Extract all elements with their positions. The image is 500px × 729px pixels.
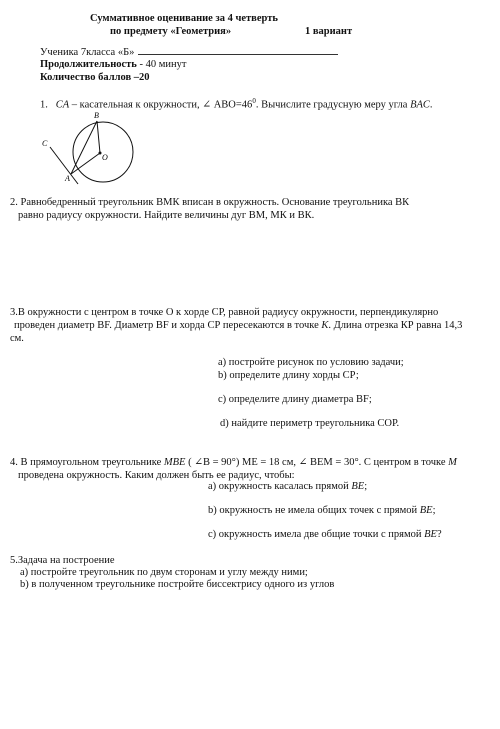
q1-tangent-ca — [50, 147, 78, 184]
q1-label-c: C — [42, 139, 48, 148]
q4-line-1a: 4. В прямоугольном треугольнике — [10, 457, 164, 468]
q1-label-o: O — [102, 153, 108, 162]
q4-item-c — [208, 528, 442, 541]
q4-point-m: M — [448, 457, 457, 468]
q4-item-a-end: ; — [364, 481, 368, 492]
q1-bac: BAC — [410, 99, 430, 111]
q1-label-b: B — [94, 111, 99, 120]
q3-item-b: b) определите длину хорды СР; — [218, 370, 359, 381]
q3-point-k: K — [321, 320, 329, 331]
q4-item-c-text: с) окружность имела две общие точки с прямой — [208, 529, 425, 540]
q4-item-a — [208, 480, 367, 493]
q1-text-b: – касательная к окружности, — [69, 99, 203, 111]
q4-item-a-line: ВЕ — [351, 481, 365, 492]
q1-number: 1. — [40, 99, 48, 111]
title-line-2: по предмету «Геометрия» — [110, 26, 232, 37]
q3-line-2a: проведен диаметр ВF. Диаметр ВF и хорда СР пересекаются в точке — [14, 320, 322, 331]
q5-item-a: а) постройте треугольник по двум сторонам и углу между ними; — [20, 567, 308, 578]
q4-item-b — [208, 504, 436, 517]
q1-angle-symbol: ∠ — [202, 99, 212, 111]
q3-item-c: с) определите длину диаметра ВF; — [218, 394, 372, 405]
q5-item-b: b) в полученном треугольнике постройте биссектрису одного из углов — [20, 579, 335, 590]
q1-text-e: . — [429, 99, 433, 111]
q2-line-1: 2. Равнобедренный треугольник ВМК вписан в окружность. Основание треугольника ВК — [10, 197, 410, 208]
q3-line-3: см. — [10, 333, 24, 344]
q3-item-a: а) постройте рисунок по условию задачи; — [218, 357, 404, 368]
q1-text-c: . Вычислите градусную меру угла — [255, 99, 411, 111]
student-name-blank — [138, 45, 338, 55]
q4-item-b-end: ; — [432, 505, 436, 516]
q1-degree: 0 — [252, 97, 256, 105]
student-line — [40, 45, 338, 59]
q1-ca: CA — [55, 99, 70, 111]
points-label: Количество баллов –20 — [40, 72, 150, 83]
title-line-1: Суммативное оценивание за 4 четверть — [90, 13, 278, 24]
q4-line-1c: ( ∠B = 90°) ME = 18 см, ∠ BEM = 30°. С центром в точке — [185, 457, 449, 468]
q4-item-b-text: b) окружность не имела общих точек с прямой — [208, 505, 420, 516]
duration-label: Продолжительность — [40, 59, 137, 70]
duration-value: - 40 минут — [136, 59, 187, 70]
q3-line-1: 3.В окружности с центром в точке О к хорде СР, равной радиусу окружности, перпендикулярно — [10, 307, 439, 318]
q4-line-2: проведена окружность. Каким должен быть ее радиус, чтобы: — [18, 470, 295, 481]
q5-line-1: 5.Задача на построение — [10, 555, 115, 566]
q1-segment-bo — [97, 121, 100, 153]
q4-line-1 — [10, 456, 457, 469]
q1-angle-value: ABO=46 — [213, 99, 253, 111]
q1-label-a: A — [65, 174, 70, 183]
q3-line-2c: . Длина отрезка КР равна 14,3 — [328, 320, 463, 331]
q4-item-c-end: ? — [436, 529, 442, 540]
q4-item-c-line: ВЕ — [424, 529, 437, 540]
q4-mbe: MBE — [163, 457, 186, 468]
q4-item-b-line: ВЕ — [419, 505, 433, 516]
duration-line — [40, 58, 186, 71]
q1-figure — [30, 108, 140, 193]
student-label: Ученика 7класса «Б» — [40, 47, 135, 58]
variant-label: 1 вариант — [305, 26, 353, 37]
q4-item-a-text: а) окружность касалась прямой — [208, 481, 352, 492]
q3-line-2 — [14, 319, 462, 332]
q3-item-d: d) найдите периметр треугольника СОР. — [220, 418, 400, 429]
q2-line-2: равно радиусу окружности. Найдите величины дуг ВМ, МК и ВК. — [18, 210, 315, 221]
